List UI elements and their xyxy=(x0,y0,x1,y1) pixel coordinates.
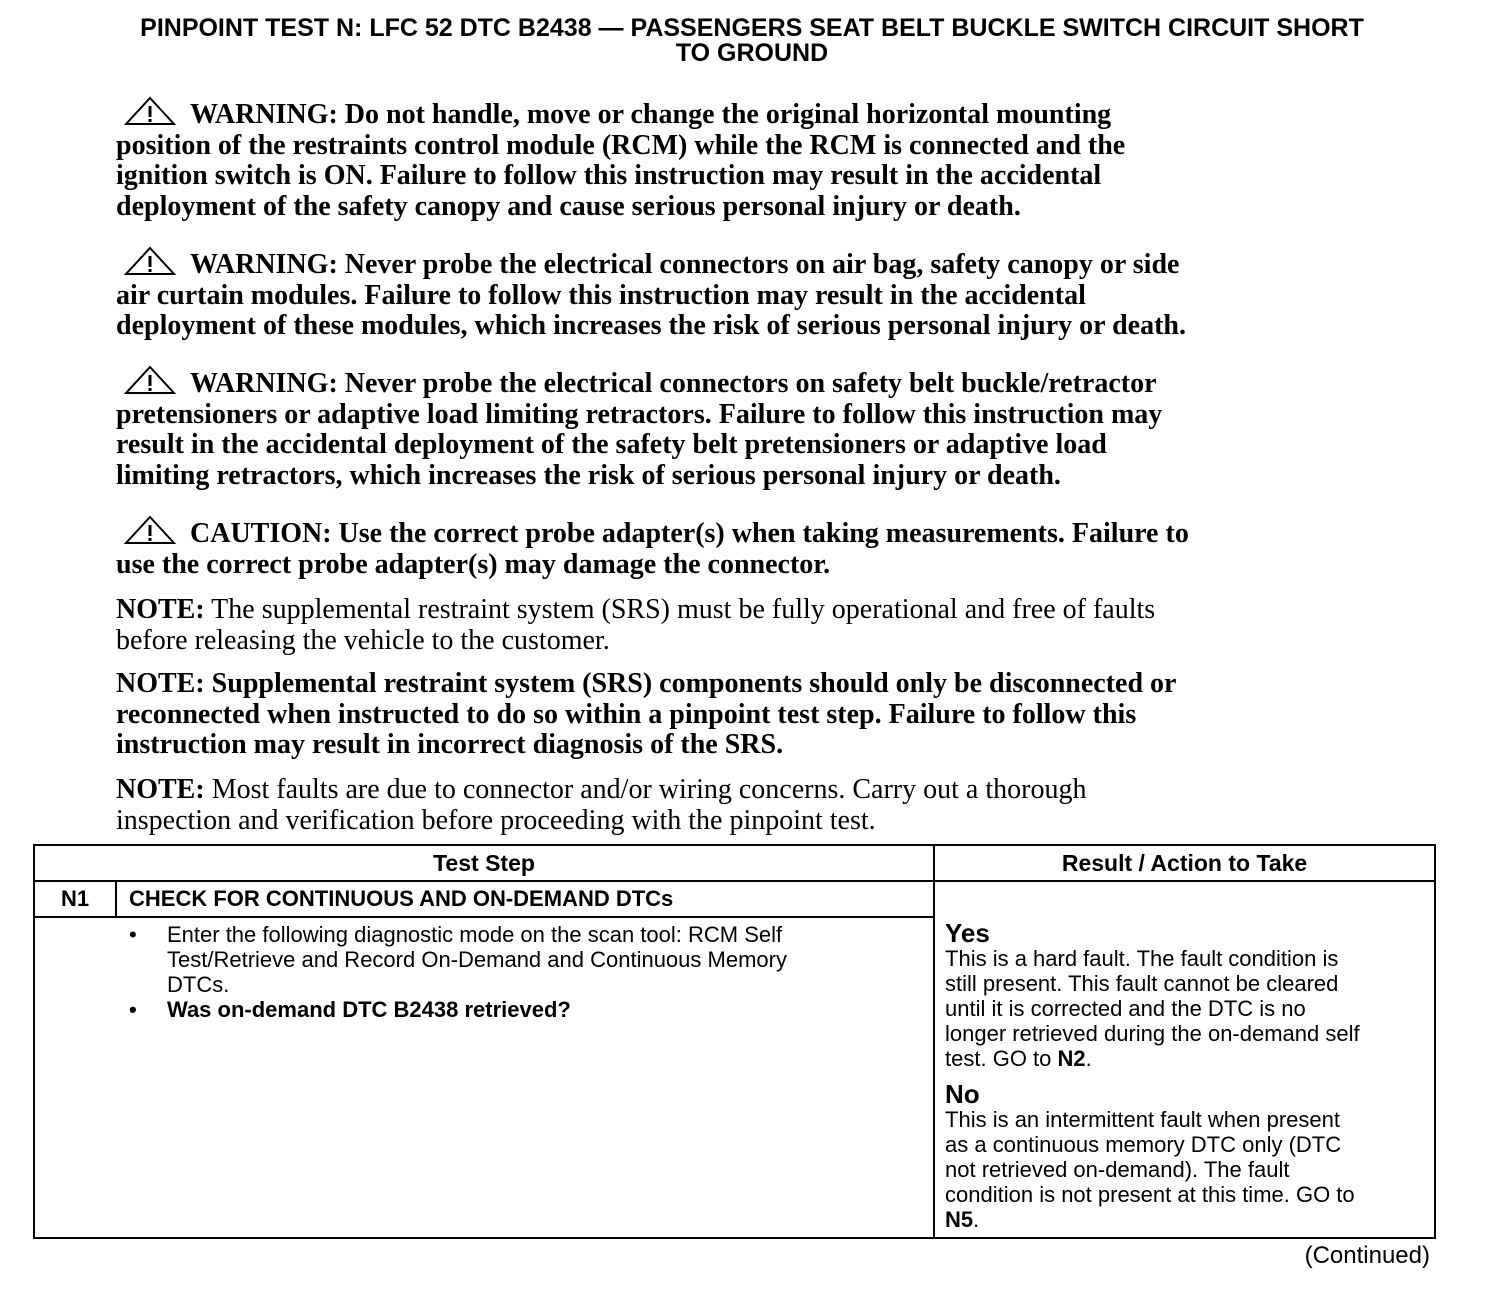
header-test-step: Test Step xyxy=(34,845,934,881)
warning-3 xyxy=(116,365,1456,491)
page-title-line-2: TO GROUND xyxy=(675,39,829,67)
yes-label: Yes xyxy=(945,918,990,948)
list-item xyxy=(129,997,933,1022)
note-1-line: before releasing the vehicle to the customer. xyxy=(116,624,610,656)
note-3 xyxy=(116,775,1456,836)
step-bullet-list xyxy=(35,922,933,1022)
no-text-line: as a continuous memory DTC only (DTC xyxy=(945,1132,1342,1157)
continued-label: (Continued) xyxy=(1304,1242,1430,1269)
no-text-line: condition is not present at this time. GO to xyxy=(945,1182,1355,1207)
step-id: N1 xyxy=(34,881,116,917)
no-period: . xyxy=(973,1207,980,1232)
bullet-icon: • xyxy=(129,922,137,947)
caution-line: CAUTION: Use the correct probe adapter(s) when taking measurements. Failure to xyxy=(190,518,1189,549)
note-2-line: reconnected when instructed to do so within a pinpoint test step. Failure to follow this xyxy=(116,698,1137,730)
warning-triangle-icon xyxy=(124,96,176,126)
bullet-line: DTCs. xyxy=(167,972,230,997)
header-result-action: Result / Action to Take xyxy=(934,845,1435,881)
warning-1 xyxy=(116,96,1456,222)
yes-text-line: test. GO to xyxy=(945,1046,1058,1071)
step-body xyxy=(34,917,934,1238)
bullet-line: Was on-demand DTC B2438 retrieved? xyxy=(167,997,571,1022)
list-item xyxy=(129,922,933,997)
yes-text-line: still present. This fault cannot be cleared xyxy=(945,971,1339,996)
note-1 xyxy=(116,595,1456,656)
warning-3-line: pretensioners or adaptive load limiting retractors. Failure to follow this instruction may xyxy=(116,398,1163,430)
step-title: CHECK FOR CONTINUOUS AND ON-DEMAND DTCs xyxy=(116,881,934,917)
bullet-line: Enter the following diagnostic mode on the scan tool: RCM Self xyxy=(167,922,783,947)
warning-3-line: limiting retractors, which increases the risk of serious personal injury or death. xyxy=(116,459,1061,491)
note-label: NOTE: xyxy=(116,774,205,805)
note-2-line: instruction may result in incorrect diagnosis of the SRS. xyxy=(116,729,784,760)
yes-goto-step-link[interactable]: N2 xyxy=(1057,1046,1086,1071)
bullet-icon: • xyxy=(129,997,137,1022)
note-1-line: The supplemental restraint system (SRS) must be fully operational and free of faults xyxy=(204,594,1156,625)
no-label: No xyxy=(945,1079,980,1109)
note-2-line: NOTE: Supplemental restraint system (SRS) components should only be disconnected or xyxy=(116,668,1177,699)
warning-1-line: deployment of the safety canopy and cause serious personal injury or death. xyxy=(116,190,1021,222)
yes-text-line: longer retrieved during the on-demand self xyxy=(945,1021,1360,1046)
warning-1-line: ignition switch is ON. Failure to follow this instruction may result in the accidental xyxy=(116,160,1102,191)
warning-2 xyxy=(116,246,1456,342)
warning-triangle-icon xyxy=(124,365,176,395)
caution xyxy=(116,515,1456,580)
page-title xyxy=(20,16,1484,66)
warning-2-line: air curtain modules. Failure to follow this instruction may result in the accidental xyxy=(116,279,1086,311)
step-title-row xyxy=(34,881,1435,917)
page-title-line-1: PINPOINT TEST N: LFC 52 DTC B2438 — PASSENGERS SEAT BELT BUCKLE SWITCH CIRCUIT SHORT xyxy=(140,14,1364,42)
note-2 xyxy=(116,669,1456,761)
yes-text-line: until it is corrected and the DTC is no xyxy=(945,996,1306,1021)
yes-text-line: This is a hard fault. The fault condition is xyxy=(945,946,1339,971)
table-header-row xyxy=(34,845,1435,881)
result-cell xyxy=(934,881,1435,1238)
warning-triangle-icon xyxy=(124,246,176,276)
note-3-line: inspection and verification before proceeding with the pinpoint test. xyxy=(116,804,876,836)
warning-triangle-icon xyxy=(124,515,176,545)
bullet-line: Test/Retrieve and Record On-Demand and Continuous Memory xyxy=(167,947,787,972)
warning-1-line: WARNING: Do not handle, move or change the original horizontal mounting xyxy=(190,99,1112,130)
warning-2-line: deployment of these modules, which increases the risk of serious personal injury or death. xyxy=(116,310,1186,341)
warning-3-line: result in the accidental deployment of the safety belt pretensioners or adaptive load xyxy=(116,429,1107,460)
yes-period: . xyxy=(1085,1046,1092,1071)
warning-2-line: WARNING: Never probe the electrical connectors on air bag, safety canopy or side xyxy=(190,249,1180,280)
no-goto-step-link[interactable]: N5 xyxy=(945,1207,974,1232)
no-text-line: not retrieved on-demand). The fault xyxy=(945,1157,1290,1182)
no-text-line: This is an intermittent fault when present xyxy=(945,1107,1340,1132)
pinpoint-test-table xyxy=(33,844,1436,1239)
note-3-line: Most faults are due to connector and/or wiring concerns. Carry out a thorough xyxy=(204,774,1087,805)
warning-1-line: position of the restraints control module (RCM) while the RCM is connected and the xyxy=(116,129,1126,161)
caution-line: use the correct probe adapter(s) may damage the connector. xyxy=(116,548,831,580)
warning-3-line: WARNING: Never probe the electrical connectors on safety belt buckle/retractor xyxy=(190,368,1157,399)
note-label: NOTE: xyxy=(116,594,205,625)
